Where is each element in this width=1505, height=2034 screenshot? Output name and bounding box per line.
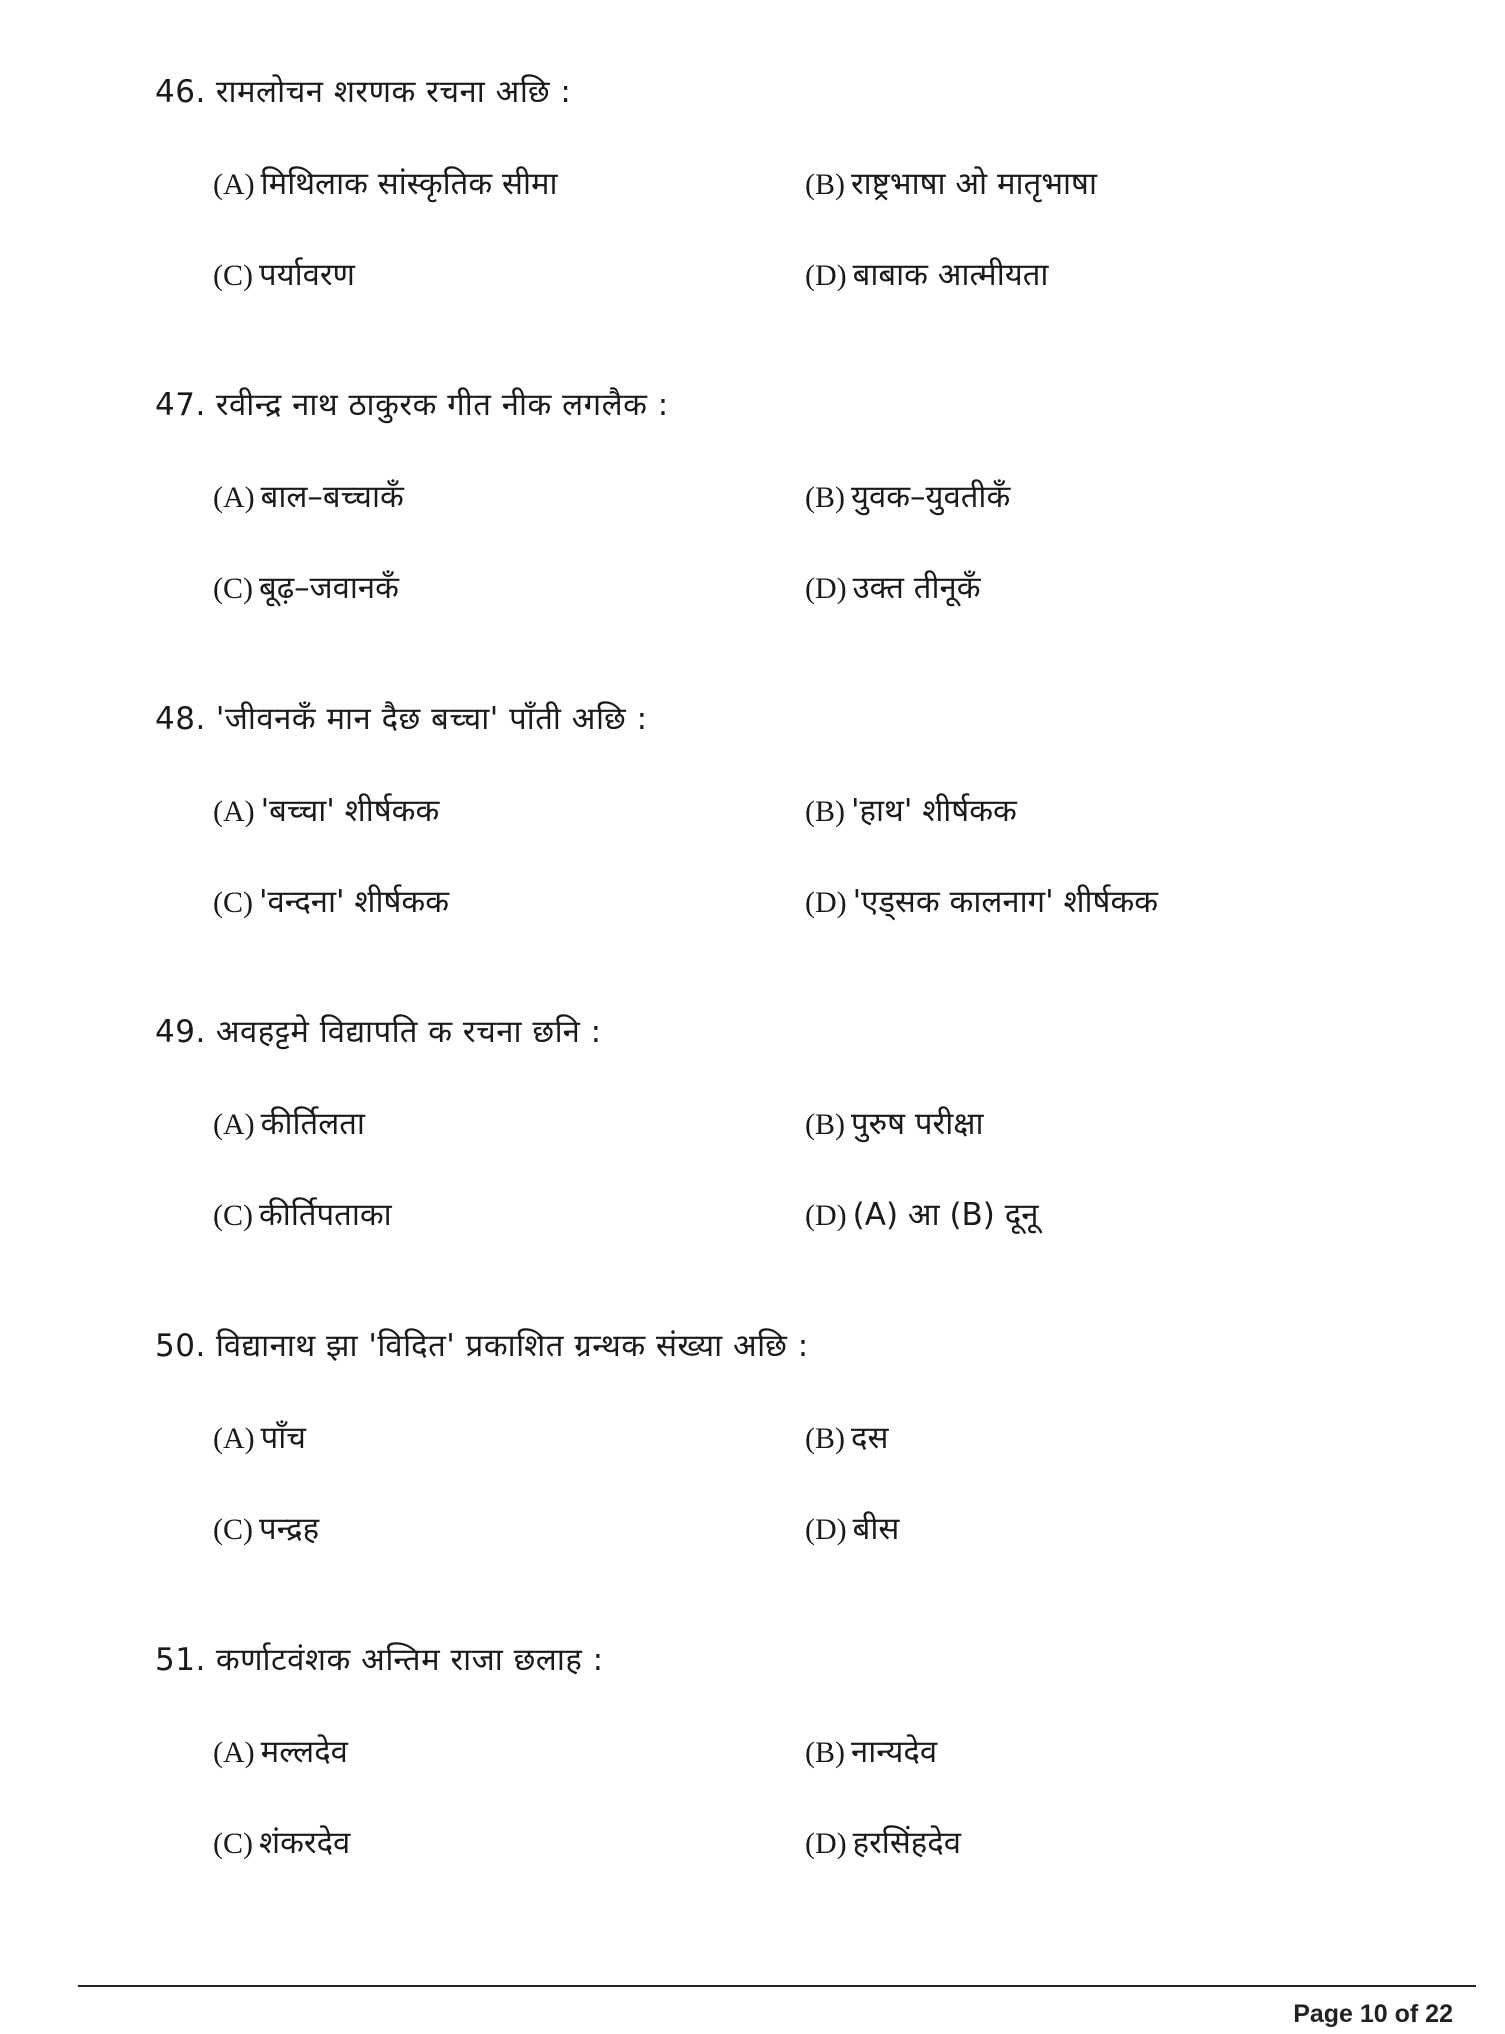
option-text: मल्लदेव: [260, 1734, 348, 1770]
option-text: शंकरदेव: [259, 1825, 351, 1861]
option-a: [213, 162, 558, 207]
question-46: [155, 70, 1405, 297]
question-prompt: रवीन्द्र नाथ ठाकुरक गीत नीक लगलैक :: [215, 387, 669, 423]
option-text: बूढ़–जवानकँ: [259, 570, 399, 606]
option-b: [805, 789, 1017, 834]
question-51: [155, 1638, 1405, 1865]
option-a: [213, 475, 404, 520]
option-text: कीर्तिलता: [260, 1106, 365, 1142]
option-a: [213, 1102, 365, 1147]
question-text: [155, 1010, 1405, 1054]
option-label: (A): [213, 1422, 255, 1455]
option-label: (A): [213, 1108, 255, 1141]
option-row: [155, 789, 1405, 833]
option-text: मिथिलाक सांस्कृतिक सीमा: [260, 166, 558, 202]
option-d: [805, 1507, 899, 1552]
question-text: [155, 70, 1405, 114]
option-label: (B): [805, 1736, 845, 1769]
option-text: कीर्तिपताका: [259, 1197, 392, 1233]
option-label: (D): [805, 1827, 847, 1860]
option-b: [805, 1416, 888, 1461]
question-number: 48.: [155, 701, 206, 737]
option-row: [155, 566, 1405, 610]
option-a: [213, 789, 439, 834]
option-label: (C): [213, 1513, 253, 1546]
option-row: [155, 1821, 1405, 1865]
option-text: 'एड्सक कालनाग' शीर्षकक: [852, 884, 1159, 920]
question-prompt: कर्णाटवंशक अन्तिम राजा छलाह :: [215, 1642, 604, 1678]
option-label: (C): [213, 1827, 253, 1860]
option-label: (D): [805, 886, 847, 919]
question-prompt: 'जीवनकँ मान दैछ बच्चा' पाँती अछि :: [215, 701, 648, 737]
option-text: 'हाथ' शीर्षकक: [851, 793, 1017, 829]
question-text: [155, 1324, 1405, 1368]
option-b: [805, 162, 1097, 207]
option-text: बाबाक आत्मीयता: [852, 257, 1049, 293]
question-text: [155, 697, 1405, 741]
question-50: [155, 1324, 1405, 1551]
option-text: 'वन्दना' शीर्षकक: [259, 884, 450, 920]
option-text: (A) आ (B) दूनू: [852, 1197, 1039, 1233]
question-text: [155, 383, 1405, 427]
option-text: नान्यदेव: [851, 1734, 938, 1770]
footer-divider: [78, 1985, 1476, 1987]
option-row: [155, 1416, 1405, 1460]
option-label: (B): [805, 168, 845, 201]
option-label: (B): [805, 1422, 845, 1455]
option-text: पन्द्रह: [259, 1511, 320, 1547]
option-d: [805, 880, 1158, 925]
option-label: (B): [805, 481, 845, 514]
option-text: बाल–बच्चाकँ: [260, 479, 404, 515]
option-label: (C): [213, 572, 253, 605]
option-label: (C): [213, 886, 253, 919]
option-row: [155, 1193, 1405, 1237]
option-row: [155, 253, 1405, 297]
option-text: राष्ट्रभाषा ओ मातृभाषा: [851, 166, 1098, 202]
question-47: [155, 383, 1405, 610]
question-prompt: रामलोचन शरणक रचना अछि :: [215, 74, 572, 110]
option-a: [213, 1416, 306, 1461]
option-c: [213, 566, 399, 611]
question-number: 49.: [155, 1014, 206, 1050]
option-text: पर्यावरण: [259, 257, 355, 293]
option-label: (D): [805, 1199, 847, 1232]
option-row: [155, 1102, 1405, 1146]
option-b: [805, 1102, 984, 1147]
option-row: [155, 1730, 1405, 1774]
question-number: 47.: [155, 387, 206, 423]
option-label: (C): [213, 1199, 253, 1232]
option-label: (B): [805, 1108, 845, 1141]
option-text: युवक–युवतीकँ: [851, 479, 1011, 515]
option-text: पुरुष परीक्षा: [851, 1106, 984, 1142]
option-row: [155, 1507, 1405, 1551]
option-text: बीस: [852, 1511, 900, 1547]
page-number: Page 10 of 22: [1293, 2000, 1453, 2028]
option-text: 'बच्चा' शीर्षकक: [260, 793, 440, 829]
option-text: दस: [851, 1420, 889, 1456]
option-c: [213, 1193, 392, 1238]
option-label: (A): [213, 1736, 255, 1769]
option-b: [805, 1730, 937, 1775]
option-label: (D): [805, 1513, 847, 1546]
option-label: (A): [213, 168, 255, 201]
option-c: [213, 880, 449, 925]
question-number: 50.: [155, 1328, 206, 1364]
option-c: [213, 1507, 319, 1552]
option-label: (A): [213, 481, 255, 514]
option-text: पाँच: [260, 1420, 306, 1456]
option-text: हरसिंहदेव: [852, 1825, 961, 1861]
option-a: [213, 1730, 348, 1775]
option-c: [213, 253, 355, 298]
option-d: [805, 1821, 961, 1866]
question-number: 51.: [155, 1642, 206, 1678]
question-49: [155, 1010, 1405, 1237]
question-prompt: अवहट्टमे विद्यापति क रचना छनि :: [215, 1014, 602, 1050]
option-label: (A): [213, 795, 255, 828]
question-prompt: विद्यानाथ झा 'विदित' प्रकाशित ग्रन्थक संख्या अछि :: [215, 1328, 809, 1364]
option-d: [805, 566, 981, 611]
option-c: [213, 1821, 350, 1866]
option-d: [805, 1193, 1038, 1238]
question-text: [155, 1638, 1405, 1682]
option-row: [155, 162, 1405, 206]
option-label: (D): [805, 259, 847, 292]
option-text: उक्त तीनूकँ: [852, 570, 981, 606]
question-48: [155, 697, 1405, 924]
option-label: (B): [805, 795, 845, 828]
option-row: [155, 475, 1405, 519]
option-b: [805, 475, 1010, 520]
question-number: 46.: [155, 74, 206, 110]
option-label: (D): [805, 572, 847, 605]
option-label: (C): [213, 259, 253, 292]
option-row: [155, 880, 1405, 924]
option-d: [805, 253, 1048, 298]
